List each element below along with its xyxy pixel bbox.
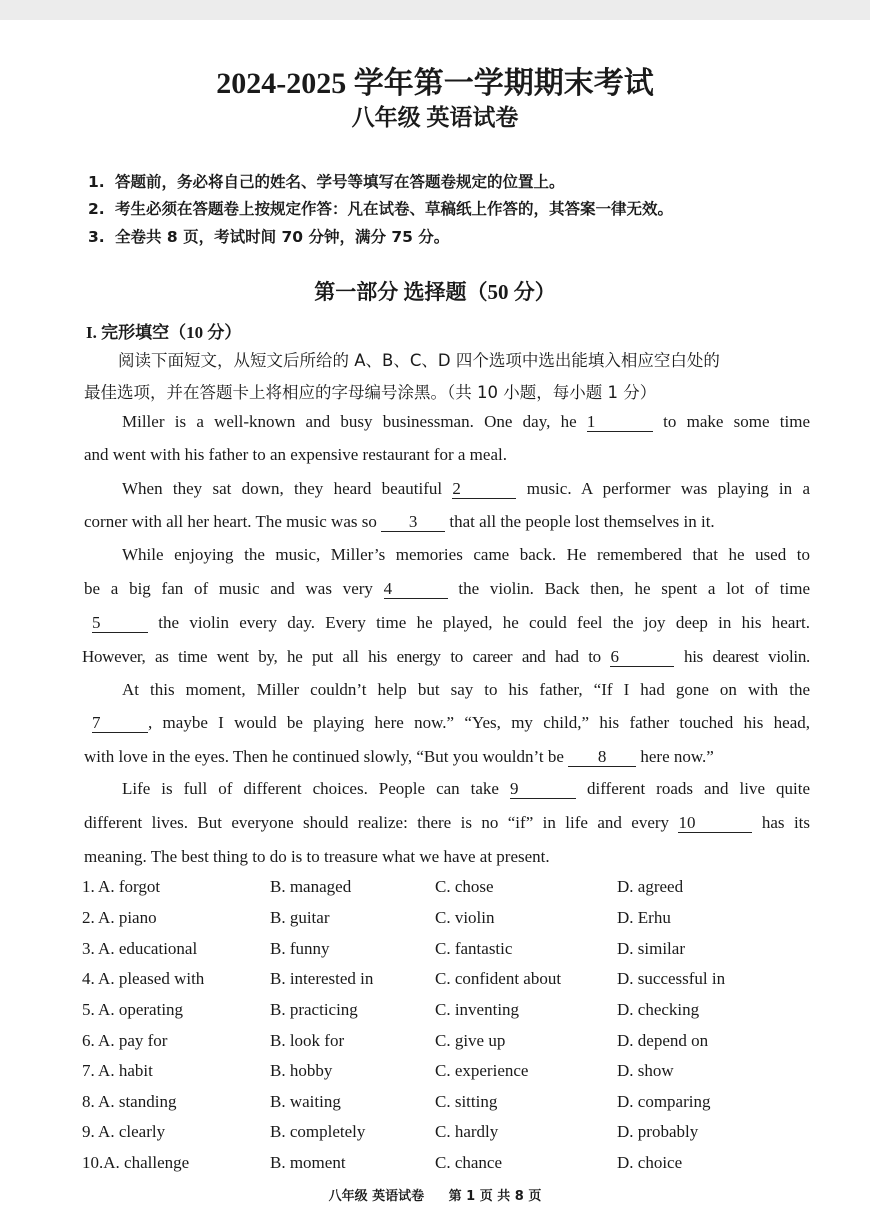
- blank: 8: [568, 748, 636, 767]
- blank: 4: [384, 580, 448, 599]
- exam-subtitle: 八年级 英语试卷: [351, 105, 519, 130]
- option-a: 2. A. piano: [82, 908, 157, 927]
- passage-line: corner with all her heart. The music was so 3 that all the people lost themselves in it.: [84, 512, 715, 531]
- option-d: D. choice: [617, 1153, 683, 1172]
- option-b: B. look for: [270, 1031, 345, 1050]
- instruction-line: 最佳选项，并在答题卡上将相应的字母编号涂黑。（共 10 小题，每小题 1 分）: [84, 383, 657, 402]
- section-title: I. 完形填空（10 分）: [86, 323, 242, 342]
- option-d: D. depend on: [617, 1031, 709, 1050]
- option-a: 10.A. challenge: [82, 1153, 190, 1172]
- passage-line: At this moment, Miller couldn’t help but say to his father, “If I had gone on with the: [122, 680, 810, 699]
- option-b: B. hobby: [270, 1061, 333, 1080]
- option-b: B. funny: [270, 939, 330, 958]
- option-a: 6. A. pay for: [82, 1031, 168, 1050]
- option-b: B. waiting: [270, 1092, 341, 1111]
- option-c: C. hardly: [435, 1122, 499, 1141]
- option-a: 5. A. operating: [82, 1000, 184, 1019]
- option-a: 4. A. pleased with: [82, 969, 205, 988]
- instruction-line: 阅读下面短文，从短文后所给的 A、B、C、D 四个选项中选出能填入相应空白处的: [118, 351, 720, 370]
- option-a: 3. A. educational: [82, 939, 198, 958]
- footer-exam-name: 八年级 英语试卷: [328, 1189, 425, 1204]
- passage-line: meaning. The best thing to do is to treasure what we have at present.: [84, 847, 550, 866]
- option-d: D. Erhu: [617, 908, 671, 927]
- option-d: D. agreed: [617, 877, 684, 896]
- blank: 5: [92, 614, 148, 633]
- top-margin-bar: [0, 0, 870, 20]
- blank: 9: [510, 780, 576, 799]
- passage-line: However, as time went by, he put all his energy to career and had to 6 his dearest violin.: [82, 647, 810, 666]
- option-c: C. inventing: [435, 1000, 520, 1019]
- option-a: 8. A. standing: [82, 1092, 177, 1111]
- part-title: 第一部分 选择题（50 分）: [314, 280, 556, 304]
- option-c: C. chance: [435, 1153, 503, 1172]
- passage-line: 7 , maybe I would be playing here now.” “Yes, my child,” his father touched his head,: [92, 713, 810, 732]
- option-d: D. successful in: [617, 969, 726, 988]
- option-d: D. similar: [617, 939, 685, 958]
- passage-line: 5 the violin every day. Every time he played, he could feel the joy deep in his heart.: [92, 613, 811, 632]
- exam-title: 2024-2025 学年第一学期期末考试: [216, 67, 654, 100]
- option-a: 1. A. forgot: [82, 877, 161, 896]
- option-b: B. interested in: [270, 969, 374, 988]
- option-d: D. probably: [617, 1122, 699, 1141]
- option-c: C. give up: [435, 1031, 506, 1050]
- option-c: C. confident about: [435, 969, 562, 988]
- option-c: C. experience: [435, 1061, 529, 1080]
- blank: 1: [587, 413, 653, 432]
- blank: 7: [92, 714, 148, 733]
- passage-line: be a big fan of music and was very 4 the violin. Back then, he spent a lot of time: [84, 579, 811, 598]
- option-a: 9. A. clearly: [82, 1122, 166, 1141]
- option-c: C. sitting: [435, 1092, 498, 1111]
- option-b: B. moment: [270, 1153, 346, 1172]
- blank: 3: [381, 513, 445, 532]
- passage-line: While enjoying the music, Miller’s memories came back. He remembered that he used to: [122, 545, 810, 564]
- passage-line: different lives. But everyone should realize: there is no “if” in life and every 10 has its: [84, 813, 811, 832]
- blank: 10: [678, 814, 752, 833]
- option-c: C. chose: [435, 877, 494, 896]
- option-b: B. managed: [270, 877, 352, 896]
- page-footer: [0, 1185, 870, 1204]
- passage-line: Life is full of different choices. People can take 9 different roads and live quite: [122, 779, 810, 798]
- option-a: 7. A. habit: [82, 1061, 153, 1080]
- option-c: C. violin: [435, 908, 495, 927]
- option-c: C. fantastic: [435, 939, 513, 958]
- option-d: D. comparing: [617, 1092, 711, 1111]
- passage-line: Miller is a well-known and busy businessman. One day, he 1 to make some time: [122, 412, 811, 431]
- note-item: 3. 全卷共 8 页，考试时间 70 分钟，满分 75 分。: [88, 228, 450, 246]
- note-item: 2. 考生必须在答题卷上按规定作答：凡在试卷、草稿纸上作答的，其答案一律无效。: [88, 200, 674, 218]
- footer-page-number: 第 1 页 共 8 页: [448, 1189, 542, 1204]
- blank: 6: [610, 648, 674, 667]
- passage-line: When they sat down, they heard beautiful 2 music. A performer was playing in a: [122, 479, 811, 498]
- option-d: D. checking: [617, 1000, 700, 1019]
- note-item: 1. 答题前，务必将自己的姓名、学号等填写在答题卷规定的位置上。: [88, 173, 565, 191]
- blank: 2: [452, 480, 516, 499]
- option-b: B. guitar: [270, 908, 330, 927]
- option-b: B. completely: [270, 1122, 366, 1141]
- option-b: B. practicing: [270, 1000, 358, 1019]
- option-d: D. show: [617, 1061, 674, 1080]
- passage-line: with love in the eyes. Then he continued slowly, “But you wouldn’t be 8 here now.”: [84, 747, 714, 766]
- passage-line: and went with his father to an expensive restaurant for a meal.: [84, 445, 507, 464]
